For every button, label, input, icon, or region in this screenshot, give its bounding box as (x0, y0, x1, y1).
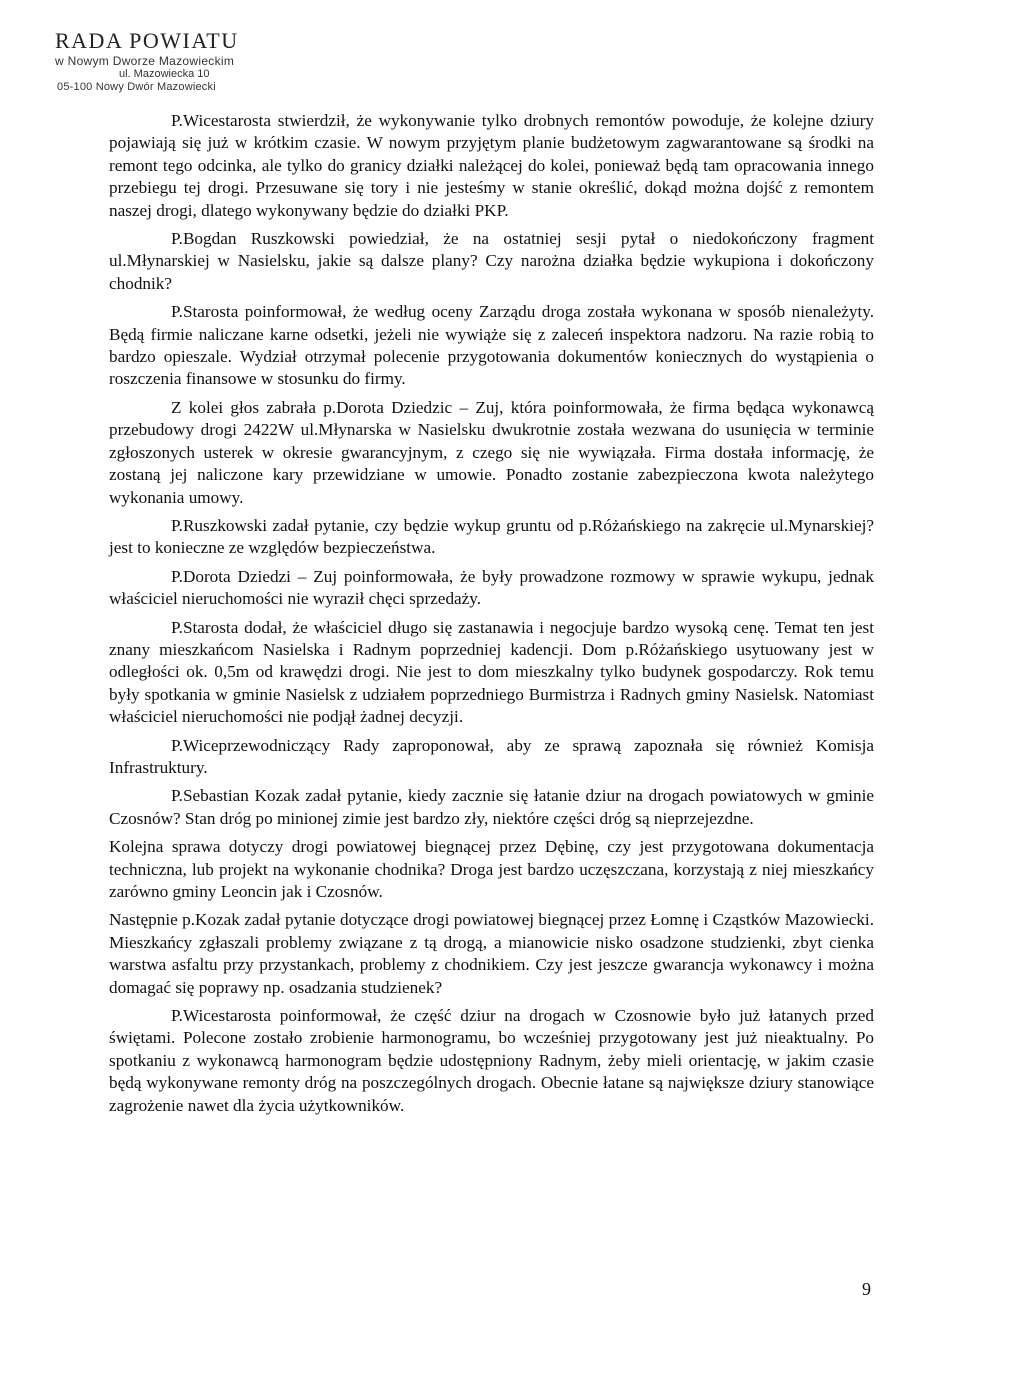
page-number: 9 (862, 1279, 871, 1299)
paragraph: Z kolei głos zabrała p.Dorota Dziedzic – Zuj, która poinformowała, że firma będąca wykonawcą przebudowy drogi 2422W ul.Młynarska w Nasielsku dwukrotnie została wezwana do usunięcia w terminie zgłoszonych usterek w okresie gwarancyjnym, z czego się nie wywiązała. Firma dostała informację, że zostaną jej naliczone kary przewidziane w umowie. Ponadto zostanie zabezpieczona kwota należytego wykonania umowy. (109, 397, 874, 507)
paragraph: P.Starosta dodał, że właściciel długo się zastanawia i negocjuje bardzo wysoką cenę. Temat ten jest znany mieszkańcom Nasielska i Radnym poprzedniej kadencji. Dom p.Różańskiego usytuowany jest w odległości ok. 0,5m od krawędzi drogi. Nie jest to dom mieszkalny tylko budynek gospodarczy. Rok temu były spotkania w gminie Nasielsk z udziałem poprzedniego Burmistrza i Radnych gminy Nasielsk. Natomiast właściciel nieruchomości nie podjął żadnej decyzji. (109, 617, 874, 727)
paragraph: P.Starosta poinformował, że według oceny Zarządu droga została wykonana w sposób nienależyty. Będą firmie naliczane karne odsetki, jeżeli nie wywiąże się z zaleceń inspektora nadzoru. Na razie robią to bardzo opieszale. Wydział otrzymał polecenie przygotowania dokumentów koniecznych do wystąpienia o roszczenia finansowe w stosunku do firmy. (109, 302, 874, 389)
stamp-postal-address: 05-100 Nowy Dwór Mazowiecki (57, 81, 216, 94)
stamp-title: RADA POWIATU (55, 28, 239, 53)
paragraph: P.Wicestarosta poinformował, że część dziur na drogach w Czosnowie było już łatanych przed świętami. Polecone zostało zrobienie harmonogramu, bo wcześniej przygotowany jest już nieaktualny. Po spotkaniu z wykonawcą harmonogram będzie udostępniony Radnym, żeby mieli orientację, w jakim czasie będą wykonywane remonty dróg na poszczególnych drogach. Obecnie łatane są największe dziury stanowiące zagrożenie nawet dla życia użytkowników. (109, 1006, 874, 1115)
paragraph: P.Wiceprzewodniczący Rady zaproponował, aby ze sprawą zapoznała się również Komisja Infrastruktury. (109, 735, 874, 777)
paragraph: P.Wicestarosta stwierdził, że wykonywanie tylko drobnych remontów powoduje, że kolejne dziury pojawiają się już w krótkim czasie. W nowym przyjętym planie budżetowym zagwarantowane są środki na remont tego odcinka, ale tylko do granicy działki należącej do kolei, ponieważ będą tam opracowania innego przebiegu tej drogi. Przesuwane się tory i nie jesteśmy w stanie określić, dokąd można dojść z remontem naszej drogi, dlatego wykonywany będzie do działki PKP. (109, 111, 874, 220)
paragraph: P.Dorota Dziedzi – Zuj poinformowała, że były prowadzone rozmowy w sprawie wykupu, jednak właściciel nieruchomości nie wyraził chęci sprzedaży. (109, 566, 874, 609)
paragraph: Kolejna sprawa dotyczy drogi powiatowej biegnącej przez Dębinę, czy jest przygotowana dokumentacja techniczna, lub projekt na wykonanie chodnika? Droga jest bardzo uczęszczana, korzystają z niej mieszkańcy zarówno gminy Leoncin jak i Czosnów. (109, 837, 874, 901)
paragraph: Następnie p.Kozak zadał pytanie dotyczące drogi powiatowej biegnącej przez Łomnę i Cząstków Mazowiecki. Mieszkańcy zgłaszali problemy związane z tą drogą, a mianowicie nisko osadzone studzienki, zbyt cienka warstwa asfaltu przy przystankach, problemy z chodnikiem. Czy jest jeszcze gwarancja wykonawcy i można domagać się poprawy np. osadzania studzienek? (109, 910, 874, 997)
council-stamp (55, 28, 239, 94)
paragraph: P.Sebastian Kozak zadał pytanie, kiedy zacznie się łatanie dziur na drogach powiatowych w gminie Czosnów? Stan dróg po minionej zimie jest bardzo zły, niektóre części dróg są nieprzejezdne. (109, 786, 874, 828)
stamp-location: w Nowym Dworze Mazowieckim (55, 53, 235, 68)
stamp-street: ul. Mazowiecka 10 (119, 68, 210, 81)
paragraph: P.Ruszkowski zadał pytanie, czy będzie wykup gruntu od p.Różańskiego na zakręcie ul.Mynarskiej? jest to konieczne ze względów bezpieczeństwa. (109, 515, 874, 558)
document-body (109, 110, 874, 1123)
paragraph: P.Bogdan Ruszkowski powiedział, że na ostatniej sesji pytał o niedokończony fragment ul.Młynarskiej w Nasielsku, jakie są dalsze plany? Czy narożna działka będzie wykupiona i dokończony chodnik? (109, 229, 874, 293)
